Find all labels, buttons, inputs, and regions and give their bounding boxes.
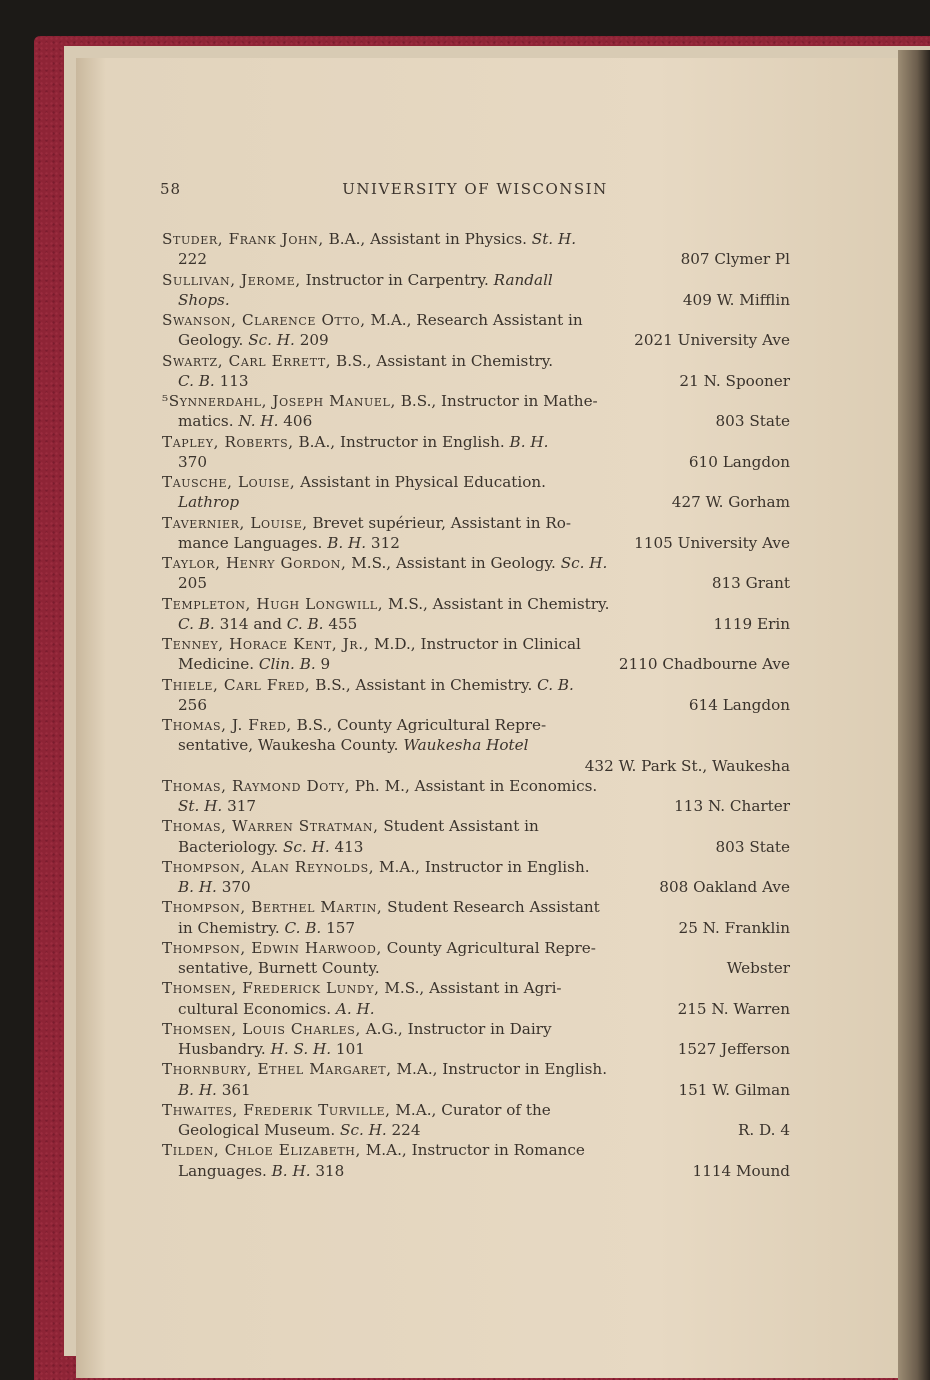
person-name: Thompson, Alan Reynolds, (162, 857, 375, 876)
entry-second-line (162, 371, 790, 391)
person-title: M.A., Research Assistant in (365, 311, 583, 329)
person-title: Assistant in Physical Education. (295, 473, 547, 491)
entry-continuation: cultural Economics. (178, 999, 332, 1018)
entry-first-line (162, 1140, 790, 1160)
directory-entry (162, 391, 790, 432)
person-name: Thompson, Edwin Harwood, (162, 938, 382, 957)
office-building: B. H. (178, 878, 217, 896)
entry-first-line (162, 715, 790, 735)
home-address: 215 N. Warren (677, 999, 790, 1018)
entry-third-line (162, 756, 790, 776)
office-building: B. H. (271, 1161, 311, 1180)
home-address: 21 N. Spooner (679, 371, 790, 390)
person-title: County Agricultural Repre- (381, 938, 596, 957)
person-name: Tausche, Louise, (162, 473, 296, 491)
entry-second-line (162, 695, 790, 715)
office-room: 314 and (219, 614, 282, 633)
page-number: 58 (160, 180, 182, 198)
directory-entry (162, 1019, 790, 1060)
entry-continuation: 222 (178, 250, 207, 269)
directory-entry (162, 634, 790, 675)
entry-second-line (162, 1161, 790, 1181)
entry-second-line (162, 877, 790, 897)
office-building: Waukesha Hotel (403, 736, 529, 755)
office-building: B. H. (178, 1080, 217, 1099)
person-name: Thomas, Warren Stratman, (162, 817, 379, 836)
person-name: Thomsen, Frederick Lundy, (162, 979, 380, 998)
entry-continuation: 205 (178, 574, 207, 593)
entry-continuation: Bacteriology. (178, 837, 279, 856)
entry-continuation: sentative, Burnett County. (178, 959, 380, 977)
person-name: Sullivan, Jerome, (162, 270, 301, 289)
directory-entry (162, 553, 790, 594)
office-room: 318 (315, 1161, 345, 1180)
office-room: 209 (299, 331, 329, 350)
entry-first-line (162, 634, 790, 654)
office-room: 361 (221, 1080, 251, 1099)
office-building: Sc. H. (340, 1121, 387, 1139)
home-address: 803 State (715, 837, 790, 856)
entry-second-line (162, 735, 790, 755)
home-address: 1119 Erin (713, 614, 790, 633)
entry-continuation: Husbandry. (178, 1040, 266, 1058)
entry-first-line (162, 594, 790, 614)
directory-entry (162, 978, 790, 1019)
directory-entry (162, 1100, 790, 1141)
home-address: 610 Langdon (688, 452, 790, 471)
person-name: Thornbury, Ethel Margaret, (162, 1060, 392, 1079)
person-name: Thompson, Berthel Martin, (162, 898, 383, 917)
office-building: Sc. H. (283, 837, 330, 856)
office-room: 312 (370, 533, 400, 552)
entry-second-line (162, 1080, 790, 1100)
directory-entry (162, 776, 790, 817)
entry-first-line (162, 675, 790, 695)
person-title: M.S., Assistant in Agri- (379, 979, 562, 998)
home-address: 1114 Mound (692, 1161, 790, 1180)
entry-second-line (162, 796, 790, 816)
office-building: A. H. (335, 999, 375, 1018)
entry-first-line (162, 513, 790, 533)
entry-first-line (162, 1100, 790, 1120)
office-building: St. H. (178, 797, 223, 815)
entry-first-line (162, 1059, 790, 1079)
directory-entry (162, 816, 790, 857)
home-address: 151 W. Gilman (678, 1080, 790, 1099)
office-building: B. H. (504, 432, 549, 451)
entry-first-line (162, 472, 790, 492)
home-address: 813 Grant (711, 574, 790, 593)
entry-second-line (162, 533, 790, 553)
entry-continuation: Medicine. (178, 655, 255, 674)
directory-entry (162, 897, 790, 938)
person-name: Taylor, Henry Gordon, (162, 554, 347, 572)
office-building: St. H. (526, 230, 577, 248)
home-address: Webster (726, 959, 790, 977)
entry-second-line (162, 573, 790, 593)
entry-second-line (162, 1120, 790, 1140)
office-room: 370 (221, 878, 251, 896)
person-name: Thomas, Raymond Doty, (162, 776, 351, 795)
home-address: 807 Clymer Pl (680, 250, 790, 269)
entry-first-line (162, 270, 790, 290)
home-address: 808 Oakland Ave (659, 878, 790, 896)
entry-second-line (162, 654, 790, 674)
person-title: Student Research Assistant (382, 898, 600, 917)
directory-entry (162, 432, 790, 473)
entry-second-line (162, 999, 790, 1019)
person-title: Instructor in Carpentry. (300, 270, 489, 289)
person-title: M.A., Instructor in English. (391, 1060, 608, 1079)
entry-continuation: mance Languages. (178, 533, 323, 552)
entry-second-line (162, 411, 790, 431)
person-title: M.S., Assistant in Geology. (346, 554, 556, 572)
person-name: Templeton, Hugh Longwill, (162, 594, 384, 613)
office-room: 413 (334, 837, 364, 856)
entry-first-line (162, 391, 790, 411)
office-building: Lathrop (178, 493, 240, 512)
person-name: Tilden, Chloe Elizabeth, (162, 1141, 361, 1160)
person-title: B.S., Assistant in Chemistry. (310, 675, 533, 694)
entry-first-line (162, 432, 790, 452)
person-title: M.D., Instructor in Clinical (369, 635, 581, 653)
directory-entry (162, 472, 790, 513)
directory-entry (162, 1059, 790, 1100)
entry-continuation: 370 (178, 452, 207, 471)
person-name: Swanson, Clarence Otto, (162, 311, 366, 329)
directory-entry (162, 675, 790, 716)
page-header (160, 180, 790, 204)
directory-entry (162, 715, 790, 776)
home-address: 2110 Chadbourne Ave (618, 655, 790, 674)
entry-second-line (162, 330, 790, 350)
person-name: Thwaites, Frederik Turville, (162, 1100, 391, 1119)
entry-continuation: matics. (178, 412, 234, 431)
home-address: R. D. 4 (737, 1121, 790, 1139)
entry-first-line (162, 857, 790, 877)
entry-first-line (162, 1019, 790, 1039)
directory-entries (162, 229, 790, 1181)
home-address: 2021 University Ave (634, 331, 790, 350)
home-address: 614 Langdon (688, 695, 790, 714)
office-room: 406 (283, 412, 313, 431)
home-address: 25 N. Franklin (678, 918, 790, 937)
person-title: B.A., Assistant in Physics. (323, 230, 527, 248)
entry-second-line (162, 1039, 790, 1059)
office-building: Sc. H. (248, 331, 295, 350)
office-building: C. B. (284, 918, 322, 937)
person-title: Student Assistant in (378, 817, 539, 836)
person-title: B.S., Assistant in Chemistry. (331, 351, 554, 370)
entry-continuation: Geological Museum. (178, 1121, 336, 1139)
entry-second-line (162, 837, 790, 857)
person-title: M.A., Curator of the (390, 1100, 551, 1119)
entry-second-line (162, 614, 790, 634)
entry-first-line (162, 938, 790, 958)
entry-first-line (162, 229, 790, 249)
person-name: ⁵Synnerdahl, Joseph Manuel, (162, 392, 396, 410)
person-name: Thiele, Carl Fred, (162, 675, 311, 694)
home-address: 803 State (715, 412, 790, 431)
person-title: A.G., Instructor in Dairy (360, 1019, 552, 1038)
person-title: B.A., Instructor in English. (293, 432, 505, 451)
directory-entry (162, 1140, 790, 1181)
directory-entry (162, 270, 790, 311)
entry-first-line (162, 310, 790, 330)
office-room: 224 (391, 1121, 421, 1139)
office-room: 317 (227, 797, 257, 815)
office-building: B. H. (327, 533, 367, 552)
person-name: Thomsen, Louis Charles, (162, 1019, 361, 1038)
home-address: 1105 University Ave (634, 533, 790, 552)
office-room: 101 (335, 1040, 365, 1058)
office-building: Randall (488, 270, 553, 289)
office-room: 113 (219, 371, 249, 390)
person-title: B.S., Instructor in Mathe- (395, 392, 598, 410)
directory-entry (162, 513, 790, 554)
entry-second-line (162, 958, 790, 978)
person-title: Ph. M., Assistant in Economics. (350, 776, 598, 795)
directory-entry (162, 351, 790, 392)
office-room: 9 (320, 655, 331, 674)
directory-entry (162, 229, 790, 270)
entry-first-line (162, 553, 790, 573)
entry-second-line (162, 918, 790, 938)
office-building: H. S. H. (270, 1040, 332, 1058)
entry-second-line (162, 249, 790, 269)
office-building: Clin. B. (258, 655, 316, 674)
entry-second-line (162, 492, 790, 512)
entry-second-line (162, 290, 790, 310)
entry-first-line (162, 351, 790, 371)
book-gutter (898, 50, 930, 1380)
person-name: Tavernier, Louise, (162, 513, 308, 532)
directory-entry (162, 938, 790, 979)
office-building: C. B. (178, 371, 215, 390)
person-title: M.S., Assistant in Chemistry. (383, 594, 610, 613)
office-building: N. H. (238, 412, 279, 431)
entry-continuation: sentative, Waukesha County. (178, 736, 399, 755)
directory-entry (162, 594, 790, 635)
office-building: Shops. (178, 290, 230, 309)
entry-continuation: Geology. (178, 331, 244, 350)
entry-first-line (162, 978, 790, 998)
person-name: Swartz, Carl Errett, (162, 351, 332, 370)
entry-first-line (162, 897, 790, 917)
person-name: Studer, Frank John, (162, 230, 324, 248)
office-room: 157 (326, 918, 356, 937)
entry-continuation: 256 (178, 695, 207, 714)
home-address: 427 W. Gorham (671, 493, 790, 512)
person-title: M.A., Instructor in Romance (360, 1141, 585, 1160)
office-building: C. B. (286, 614, 324, 633)
running-title: UNIVERSITY OF WISCONSIN (342, 180, 608, 198)
person-name: Tenney, Horace Kent, Jr., (162, 635, 370, 653)
directory-entry (162, 857, 790, 898)
entry-first-line (162, 816, 790, 836)
home-address: 1527 Jefferson (677, 1040, 790, 1058)
person-title: M.A., Instructor in English. (374, 857, 590, 876)
entry-second-line (162, 452, 790, 472)
entry-first-line (162, 776, 790, 796)
entry-continuation: Languages. (178, 1161, 267, 1180)
office-room: 455 (328, 614, 358, 633)
home-address: 432 W. Park St., Waukesha (584, 756, 790, 775)
person-name: Thomas, J. Fred, (162, 716, 292, 734)
person-name: Tapley, Roberts, (162, 432, 294, 451)
entry-continuation: in Chemistry. (178, 918, 280, 937)
office-building: Sc. H. (555, 554, 608, 572)
office-building: C. B. (178, 614, 215, 633)
directory-entry (162, 310, 790, 351)
office-building: C. B. (532, 675, 574, 694)
home-address: 409 W. Mifflin (682, 290, 790, 309)
person-title: B.S., County Agricultural Repre- (291, 716, 547, 734)
person-title: Brevet supérieur, Assistant in Ro- (307, 513, 572, 532)
home-address: 113 N. Charter (674, 797, 790, 815)
